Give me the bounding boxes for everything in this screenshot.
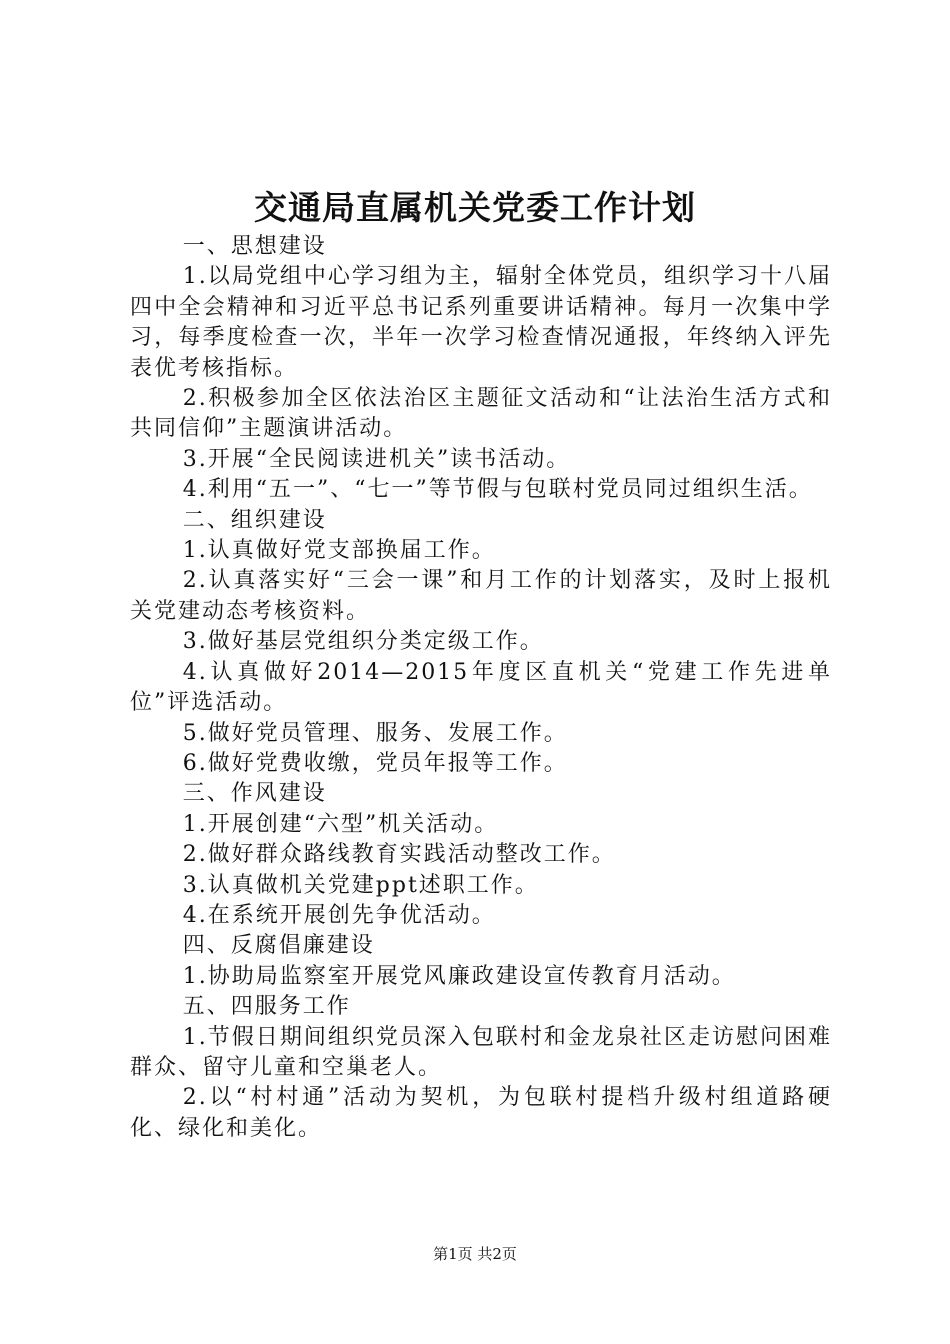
section-heading: 三、作风建设 xyxy=(182,781,327,807)
paragraph: 2.认真落实好“三会一课”和月工作的计划落实，及时上报机关党建动态考核资料。 xyxy=(130,568,832,624)
section-heading: 一、思想建设 xyxy=(182,234,327,259)
document-title: 交通局直属机关党委工作计划 xyxy=(254,188,696,227)
paragraph: 1.节假日期间组织党员深入包联村和金龙泉社区走访慰问困难群众、留守儿童和空巢老人。 xyxy=(130,1024,832,1080)
paragraph: 1.协助局监察室开展党风廉政建设宣传教育月活动。 xyxy=(182,963,736,989)
paragraph: 1.开展创建“六型”机关活动。 xyxy=(182,811,499,837)
paragraph: 3.认真做机关党建ppt述职工作。 xyxy=(182,872,539,898)
document-body xyxy=(130,232,832,1144)
paragraph: 2.做好群众路线教育实践活动整改工作。 xyxy=(182,842,616,868)
paragraph: 1.以局党组中心学习组为主，辐射全体党员，组织学习十八届四中全会精神和习近平总书记系列重要讲话精神。每月一次集中学习，每季度检查一次，半年一次学习检查情况通报，年终纳入评先表优考核指标。 xyxy=(130,264,832,381)
paragraph: 4.在系统开展创先争优活动。 xyxy=(182,902,496,928)
paragraph: 4.认真做好2014—2015年度区直机关“党建工作先进单位”评选活动。 xyxy=(130,659,832,716)
paragraph: 3.做好基层党组织分类定级工作。 xyxy=(182,629,544,655)
paragraph: 4.利用“五一”、“七一”等节假与包联村党员同过组织生活。 xyxy=(182,477,813,503)
paragraph: 1.认真做好党支部换届工作。 xyxy=(182,538,496,564)
page-number-footer: 第1页 共2页 xyxy=(433,1245,517,1263)
section-heading: 四、反腐倡廉建设 xyxy=(182,933,375,959)
paragraph: 6.做好党费收缴，党员年报等工作。 xyxy=(182,750,568,776)
paragraph: 3.开展“全民阅读进机关”读书活动。 xyxy=(182,446,571,472)
paragraph: 2.积极参加全区依法治区主题征文活动和“让法治生活方式和共同信仰”主题演讲活动。 xyxy=(130,386,832,442)
paragraph: 2.以“村村通”活动为契机，为包联村提档升级村组道路硬化、绿化和美化。 xyxy=(130,1085,832,1141)
section-heading: 二、组织建设 xyxy=(182,507,327,533)
paragraph: 5.做好党员管理、服务、发展工作。 xyxy=(182,720,568,746)
section-heading: 五、四服务工作 xyxy=(182,994,351,1020)
